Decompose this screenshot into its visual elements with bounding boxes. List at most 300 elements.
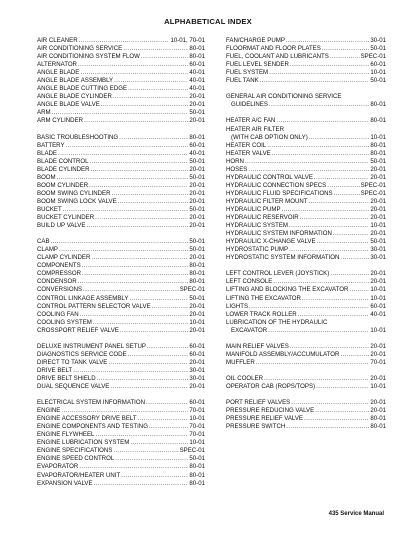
- index-entry[interactable]: [226, 286, 386, 294]
- entry-name: FUEL SYSTEM: [226, 69, 269, 77]
- dot-leader: [80, 69, 188, 77]
- entry-name: LIGHTS: [226, 302, 249, 310]
- index-entry[interactable]: [37, 286, 205, 294]
- dot-leader: [152, 303, 189, 311]
- page-footer: 435 Service Manual: [328, 511, 384, 517]
- index-entry[interactable]: [37, 423, 205, 431]
- dot-leader: [63, 206, 189, 214]
- entry-name: LUBRICATION OF THE HYDRAULIC: [226, 318, 328, 326]
- dot-leader: [268, 327, 369, 335]
- dot-leader: [330, 53, 360, 61]
- dot-leader: [304, 415, 369, 423]
- index-entry[interactable]: [37, 69, 205, 77]
- entry-page: 10-01: [370, 383, 386, 391]
- dot-leader: [322, 45, 370, 53]
- index-entry[interactable]: [37, 383, 205, 391]
- dot-leader: [264, 375, 369, 383]
- dot-leader: [289, 222, 369, 230]
- dot-leader: [316, 383, 369, 391]
- dot-leader: [317, 238, 370, 246]
- entry-page: 80-01: [370, 117, 386, 125]
- index-entry[interactable]: [37, 375, 205, 383]
- dot-leader: [128, 85, 188, 93]
- entry-name: BUCKET: [37, 205, 62, 213]
- entry-name: BOOM: [37, 173, 56, 181]
- index-entry[interactable]: [37, 254, 205, 262]
- entry-page: 10-01: [189, 415, 205, 423]
- index-entry[interactable]: [226, 254, 386, 262]
- entry-page: 80-01: [189, 262, 205, 270]
- entry-page: 80-01: [189, 133, 205, 141]
- entry-name: DRIVE BELT: [37, 366, 73, 374]
- index-column-right: [226, 37, 386, 431]
- dot-leader: [82, 262, 189, 270]
- index-entry[interactable]: [226, 311, 386, 319]
- entry-name: AIR CLEANER: [37, 37, 78, 44]
- dot-leader: [66, 142, 189, 150]
- entry-page: 80-01: [370, 149, 386, 157]
- entry-page: 20-01: [189, 326, 205, 334]
- index-entry[interactable]: [37, 93, 205, 101]
- dot-leader: [94, 480, 189, 488]
- entry-page: 20-01: [370, 407, 386, 415]
- entry-page: 80-01: [189, 463, 205, 471]
- index-entry[interactable]: [37, 311, 205, 319]
- dot-leader: [97, 375, 189, 383]
- index-entry[interactable]: [226, 101, 386, 109]
- index-entry[interactable]: [37, 415, 205, 423]
- entry-page: 50-01: [189, 238, 205, 246]
- dot-leader: [113, 93, 189, 101]
- index-entry[interactable]: [226, 61, 386, 69]
- entry-name: HYDRAULIC PUMP: [226, 205, 281, 213]
- index-entry[interactable]: [226, 77, 386, 85]
- entry-name: COOLING SYSTEM: [37, 318, 92, 326]
- entry-name: ENGINE COMPONENTS AND TESTING: [37, 423, 148, 431]
- dot-leader: [269, 101, 369, 109]
- index-entry[interactable]: [37, 45, 205, 53]
- index-entry[interactable]: [226, 214, 386, 222]
- entry-page: 20-01: [189, 302, 205, 310]
- entry-name: BLADE CONTROL: [37, 157, 89, 165]
- index-entry[interactable]: [226, 150, 386, 158]
- entry-page: 10-01: [370, 326, 386, 334]
- entry-name: COMPONENTS: [37, 262, 81, 270]
- dot-leader: [147, 343, 188, 351]
- entry-name: HEATER AIR FILTER: [226, 125, 285, 133]
- index-entry[interactable]: [37, 134, 205, 142]
- index-entry[interactable]: [226, 190, 386, 198]
- index-entry[interactable]: [226, 158, 386, 166]
- dot-leader: [89, 182, 188, 190]
- index-entry[interactable]: [226, 327, 386, 335]
- dot-leader: [138, 415, 189, 423]
- entry-name: HORN: [226, 157, 244, 165]
- section-gap: [226, 262, 386, 270]
- entry-page: 80-01: [189, 278, 205, 286]
- entry-page: 20-01: [370, 342, 386, 350]
- index-entry[interactable]: [37, 101, 205, 109]
- entry-name: FUEL LEVEL SENDER: [226, 61, 289, 69]
- entry-page: 20-01: [370, 214, 386, 222]
- index-entry[interactable]: [37, 198, 205, 206]
- index-entry[interactable]: [37, 270, 205, 278]
- dot-leader: [119, 134, 188, 142]
- dot-leader: [121, 472, 188, 480]
- index-entry[interactable]: [226, 93, 386, 101]
- index-entry[interactable]: [37, 351, 205, 359]
- index-entry[interactable]: [226, 117, 386, 125]
- entry-name: HYDRAULIC CONNECTION SPECS: [226, 181, 327, 189]
- dot-leader: [80, 311, 189, 319]
- index-entry[interactable]: [37, 150, 205, 158]
- index-entry[interactable]: [37, 166, 205, 174]
- dot-leader: [123, 45, 188, 53]
- index-entry[interactable]: [37, 447, 205, 455]
- index-entry[interactable]: [37, 158, 205, 166]
- index-entry[interactable]: [37, 77, 205, 85]
- entry-name: HYDROSTATIC SYSTEM INFORMATION: [226, 254, 340, 262]
- entry-page: 40-01: [189, 77, 205, 85]
- entry-name: DUAL SEQUENCE VALVE: [37, 383, 110, 391]
- entry-name: HYDROSTATIC PUMP: [226, 246, 289, 254]
- index-entry[interactable]: [37, 303, 205, 311]
- page-title: ALPHABETICAL INDEX: [164, 17, 252, 26]
- entry-name: ENGINE LUBRICATION SYSTEM: [37, 439, 130, 447]
- entry-name: PORT RELIEF VALVES: [226, 399, 291, 407]
- index-entry[interactable]: [226, 295, 386, 303]
- entry-page: 60-01: [370, 61, 386, 69]
- entry-page: 20-01: [189, 358, 205, 366]
- index-entry[interactable]: [37, 295, 205, 303]
- entry-name: ALTERNATOR: [37, 61, 77, 69]
- index-entry[interactable]: [226, 278, 386, 286]
- index-entry[interactable]: [37, 214, 205, 222]
- entry-page: 20-01: [370, 230, 386, 238]
- entry-page: 30-01: [189, 366, 205, 374]
- entry-page: SPEC-01: [360, 53, 386, 61]
- entry-page: SPEC-01: [179, 286, 205, 294]
- entry-page: 80-01: [370, 101, 386, 109]
- index-entry[interactable]: [37, 238, 205, 246]
- index-entry[interactable]: [226, 222, 386, 230]
- dot-leader: [315, 407, 369, 415]
- entry-page: 70-01: [370, 358, 386, 366]
- entry-name: HYDRAULIC SYSTEM: [226, 222, 288, 230]
- entry-page: 20-01: [189, 101, 205, 109]
- entry-name: MAIN RELIEF VALVES: [226, 342, 289, 350]
- index-entry[interactable]: [226, 69, 386, 77]
- dot-leader: [91, 254, 188, 262]
- dot-leader: [149, 423, 188, 431]
- index-entry[interactable]: [37, 222, 205, 230]
- entry-name: EXCAVATOR: [231, 326, 268, 334]
- dot-leader: [51, 238, 189, 246]
- index-entry[interactable]: [226, 351, 386, 359]
- index-entry[interactable]: [37, 399, 205, 407]
- entry-page: 20-01: [370, 173, 386, 181]
- entry-name: GENERAL AIR CONDITIONING SERVICE: [226, 93, 342, 101]
- entry-name: ARM CYLINDER: [37, 117, 84, 125]
- entry-page: 40-01: [189, 149, 205, 157]
- index-entry[interactable]: [37, 190, 205, 198]
- index-entry[interactable]: [226, 423, 386, 431]
- entry-name: BATTERY: [37, 141, 65, 149]
- dot-leader: [291, 399, 369, 407]
- entry-name: HYDRAULIC FILTER MOUNT: [226, 197, 308, 205]
- dot-leader: [52, 109, 189, 117]
- entry-page: 20-01: [370, 399, 386, 407]
- entry-name: BOOM SWING CYLINDER: [37, 189, 111, 197]
- entry-page: 20-01: [189, 310, 205, 318]
- entry-page: 20-01: [370, 270, 386, 278]
- section-gap: [226, 85, 386, 93]
- dot-leader: [141, 53, 188, 61]
- entry-page: 10-01: [370, 222, 386, 230]
- entry-page: 80-01: [370, 141, 386, 149]
- dot-leader: [273, 278, 369, 286]
- index-entry[interactable]: [37, 109, 205, 117]
- dot-leader: [334, 190, 360, 198]
- entry-name: LEFT CONSOLE: [226, 278, 273, 286]
- dot-leader: [93, 319, 189, 327]
- dot-leader: [84, 117, 188, 125]
- index-entry[interactable]: [226, 37, 386, 45]
- dot-leader: [128, 351, 189, 359]
- dot-leader: [308, 198, 369, 206]
- entry-name: HYDRAULIC CONTROL VALVE: [226, 173, 313, 181]
- entry-page: 80-01: [189, 479, 205, 487]
- entry-name: CAB: [37, 238, 50, 246]
- entry-name: DRIVE BELT SHIELD: [37, 374, 96, 382]
- index-entry[interactable]: [37, 182, 205, 190]
- index-entry[interactable]: [226, 198, 386, 206]
- entry-name: HOSES: [226, 165, 248, 173]
- index-entry[interactable]: [226, 375, 386, 383]
- entry-name: ELECTRICAL SYSTEM INFORMATION: [37, 399, 146, 407]
- entry-name: FAN/CHARGE PUMP: [226, 37, 285, 44]
- index-entry[interactable]: [226, 142, 386, 150]
- index-entry[interactable]: [37, 61, 205, 69]
- entry-page: 80-01: [370, 423, 386, 431]
- dot-leader: [86, 222, 188, 230]
- index-entry[interactable]: [226, 359, 386, 367]
- dot-leader: [349, 286, 369, 294]
- entry-page: 30-01: [189, 374, 205, 382]
- index-entry[interactable]: [37, 367, 205, 375]
- entry-page: 10-01: [370, 133, 386, 141]
- index-entry[interactable]: [226, 182, 386, 190]
- index-entry[interactable]: [226, 415, 386, 423]
- entry-page: 80-01: [189, 471, 205, 479]
- entry-page: 20-01: [370, 278, 386, 286]
- dot-leader: [95, 214, 188, 222]
- index-entry[interactable]: [226, 230, 386, 238]
- index-entry[interactable]: [37, 343, 205, 351]
- index-entry[interactable]: [226, 134, 386, 142]
- entry-name: AIR CONDITIONING SERVICE: [37, 45, 123, 53]
- entry-name: ENGINE SPECIFICATIONS: [37, 447, 113, 455]
- dot-leader: [61, 407, 188, 415]
- entry-name: HYDRAULIC X-CHANGE VALVE: [226, 238, 316, 246]
- index-entry[interactable]: [37, 53, 205, 61]
- dot-leader: [79, 463, 188, 471]
- entry-page: 20-01: [370, 165, 386, 173]
- entry-name: BOOM SWING LOCK VALVE: [37, 197, 117, 205]
- entry-name: HYDRAULIC RESERVOIR: [226, 214, 299, 222]
- entry-name: BLADE CYLINDER: [37, 165, 90, 173]
- entry-page: 20-01: [370, 205, 386, 213]
- dot-leader: [289, 246, 369, 254]
- entry-name: BASIC TROUBLESHOOTING: [37, 133, 119, 141]
- entry-page: 10-01: [370, 69, 386, 77]
- entry-page: 40-01: [189, 69, 205, 77]
- entry-name: LEFT CONTROL LEVER (JOYSTICK): [226, 270, 330, 278]
- index-entry[interactable]: [37, 117, 205, 125]
- entry-page: 50-01: [370, 77, 386, 85]
- dot-leader: [245, 158, 369, 166]
- entry-name: HYDRAULIC SYSTEM INFORMATION: [226, 230, 332, 238]
- index-entry[interactable]: [226, 238, 386, 246]
- dot-leader: [327, 182, 359, 190]
- dot-leader: [340, 351, 369, 359]
- index-entry[interactable]: [37, 455, 205, 463]
- entry-page: 70-01: [189, 407, 205, 415]
- index-entry[interactable]: [226, 174, 386, 182]
- index-entry[interactable]: [37, 472, 205, 480]
- dot-leader: [290, 61, 370, 69]
- index-entry[interactable]: [37, 246, 205, 254]
- index-entry[interactable]: [226, 319, 386, 327]
- dot-leader: [111, 190, 188, 198]
- entry-name: ENGINE: [37, 407, 61, 415]
- entry-name: CONVERSIONS: [37, 286, 83, 294]
- entry-name: PRESSURE RELIEF VALVE: [226, 415, 303, 423]
- entry-page: 60-01: [370, 302, 386, 310]
- dot-leader: [314, 174, 369, 182]
- section-gap: [37, 391, 205, 399]
- entry-name: AIR CONDITIONING SYSTEM FLOW: [37, 53, 140, 61]
- entry-page: 30-01: [370, 37, 386, 44]
- dot-leader: [82, 270, 188, 278]
- entry-page: 80-01: [370, 415, 386, 423]
- dot-leader: [272, 150, 370, 158]
- index-entry[interactable]: [226, 399, 386, 407]
- index-entry[interactable]: [37, 37, 205, 45]
- entry-page: 50-01: [189, 109, 205, 117]
- index-entry[interactable]: [37, 439, 205, 447]
- dot-leader: [269, 69, 369, 77]
- index-entry[interactable]: [226, 246, 386, 254]
- index-entry[interactable]: [226, 166, 386, 174]
- dot-leader: [249, 303, 369, 311]
- entry-name: CLAMP CYLINDER: [37, 254, 91, 262]
- index-entry[interactable]: [226, 407, 386, 415]
- entry-page: 10-01: [189, 439, 205, 447]
- index-entry[interactable]: [37, 85, 205, 93]
- dot-leader: [57, 174, 189, 182]
- entry-page: 20-01: [189, 93, 205, 101]
- dot-leader: [256, 359, 370, 367]
- section-gap: [37, 126, 205, 134]
- entry-name: ANGLE BLADE ASSEMBLY: [37, 77, 114, 85]
- section-gap: [37, 335, 205, 343]
- entry-page: 50-01: [370, 157, 386, 165]
- entry-name: FUEL TANK: [226, 77, 259, 85]
- entry-page: 20-01: [189, 254, 205, 262]
- entry-page: 70-01: [189, 423, 205, 431]
- entry-page: 40-01: [370, 310, 386, 318]
- dot-leader: [78, 278, 189, 286]
- index-entry[interactable]: [226, 126, 386, 134]
- index-entry[interactable]: [226, 45, 386, 53]
- index-entry[interactable]: [226, 303, 386, 311]
- entry-name: CLAMP: [37, 246, 58, 254]
- dot-leader: [73, 367, 188, 375]
- dot-leader: [120, 327, 189, 335]
- entry-page: 20-01: [189, 214, 205, 222]
- index-entry[interactable]: [37, 327, 205, 335]
- dot-leader: [330, 270, 369, 278]
- entry-page: SPEC-01: [179, 447, 205, 455]
- index-entry[interactable]: [37, 480, 205, 488]
- entry-page: 80-01: [189, 45, 205, 53]
- index-entry[interactable]: [37, 278, 205, 286]
- entry-page: 40-01: [189, 85, 205, 93]
- index-entry[interactable]: [37, 174, 205, 182]
- entry-page: 60-01: [189, 141, 205, 149]
- dot-leader: [340, 254, 369, 262]
- index-entry[interactable]: [226, 343, 386, 351]
- entry-name: (WITH CAB OPTION ONLY): [231, 133, 308, 141]
- index-column-left: [37, 37, 205, 488]
- entry-page: 50-01: [189, 455, 205, 463]
- index-entry[interactable]: [226, 270, 386, 278]
- dot-leader: [129, 295, 188, 303]
- dot-leader: [79, 37, 170, 45]
- index-entry[interactable]: [226, 383, 386, 391]
- index-entry[interactable]: [226, 53, 386, 61]
- index-entry[interactable]: [226, 206, 386, 214]
- entry-name: BUCKET CYLINDER: [37, 214, 95, 222]
- dot-leader: [101, 101, 189, 109]
- index-entry[interactable]: [37, 431, 205, 439]
- entry-name: BLADE: [37, 149, 57, 157]
- entry-name: DIAGNOSTICS SERVICE CODE: [37, 350, 127, 358]
- dot-leader: [267, 142, 369, 150]
- dot-leader: [59, 246, 188, 254]
- entry-name: ENGINE SPEED CONTROL: [37, 455, 115, 463]
- entry-name: BUILD UP VALVE: [37, 222, 86, 230]
- entry-page: 80-01: [189, 53, 205, 61]
- entry-name: EVAPORATOR/HEATER UNIT: [37, 471, 121, 479]
- index-entry[interactable]: [37, 142, 205, 150]
- index-entry[interactable]: [37, 206, 205, 214]
- entry-page: SPEC-01: [360, 189, 386, 197]
- entry-name: DIRECT TO TANK VALVE: [37, 358, 108, 366]
- dot-leader: [78, 61, 188, 69]
- entry-page: 60-01: [189, 342, 205, 350]
- entry-page: 60-01: [189, 61, 205, 69]
- entry-name: GUIDELINES: [231, 101, 268, 109]
- index-entry[interactable]: [37, 407, 205, 415]
- entry-name: OIL COOLER: [226, 374, 264, 382]
- index-entry[interactable]: [37, 463, 205, 471]
- index-entry[interactable]: [37, 359, 205, 367]
- index-entry[interactable]: [37, 319, 205, 327]
- index-entry[interactable]: [37, 262, 205, 270]
- entry-page: 60-01: [189, 350, 205, 358]
